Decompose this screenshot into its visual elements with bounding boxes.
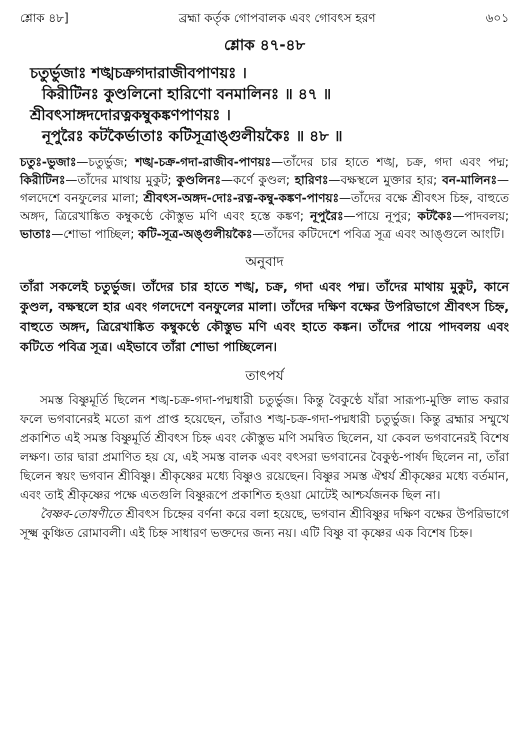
purport-title: তাৎপর্য — [245, 368, 284, 384]
purport-paragraph: সমস্ত বিষ্ণুমূর্তি ছিলেন শঙ্খ-চক্র-গদা-পদ্মধারী চতুর্ভুজ। কিন্তু বৈকুণ্ঠে যাঁরা সারূপ্য-মুক্তি লাভ করার ফলে ভগবানেরই মতো রূপ প্রাপ্ত হয়েছেন, তাঁরাও শঙ্খ-চক্র-গদা-পদ্মধারী চতুর্ভুজ। কিন্তু ব্রহ্মার সম্মুখে প্রকাশিত এই সমস্ত বিষ্ণুমূর্তি শ্রীবৎস চিহ্ন এবং কৌস্তুভ মণি সমন্বিত ছিলেন, যা কেবল ভগবানেরই বিশেষ লক্ষণ। তার দ্বারা প্রমাণিত হয় যে, এই সমস্ত বালক এবং বৎসরা ভগবানের বৈকুণ্ঠ-পার্ষদ ছিলেন না, তাঁরা ছিলেন স্বয়ং ভগবান শ্রীবিষ্ণু। শ্রীকৃষ্ণের মধ্যে বিষ্ণুও রয়েছেন। বিষ্ণুর সমস্ত ঐশ্বর্য শ্রীকৃষ্ণের মধ্যে বর্তমান, এবং তাই শ্রীকৃষ্ণের পক্ষে এতগুলি বিষ্ণুরূপে প্রকাশিত হওয়া মোটেই আশ্চর্যজনক ছিল না। — [20, 393, 509, 502]
purport-body — [20, 391, 509, 543]
synonym-term: কুণ্ডলিনঃ — [176, 173, 221, 187]
synonym-meaning: —তাঁদের বক্ষে শ্রীবৎস চিহ্ন, বাহুতে অঙ্গদ, ত্রিরেখাঙ্কিত কম্বুকণ্ঠে কৌস্তুভ মণি এবং হস্তে কঙ্কণ; — [20, 191, 509, 223]
translation-title: অনুবাদ — [245, 254, 284, 270]
synonym-meaning: —গলদেশে বনফুলের মালা; — [20, 173, 509, 205]
synonym-term: ভাতাঃ — [20, 227, 52, 241]
page-number: ৬০১ — [485, 11, 509, 25]
synonym-meaning: —শোভা পাচ্ছিল; — [51, 227, 135, 241]
purport-paragraph — [20, 505, 509, 543]
synonym-term: কিরীটিনঃ — [20, 173, 66, 187]
word-synonyms — [20, 153, 509, 243]
synonym-meaning: —তাঁদের চার হাতে শঙ্খ, চক্র, গদা এবং পদ্ম; — [271, 155, 509, 169]
synonym-meaning: —পাদবলয়; — [452, 209, 509, 223]
synonym-meaning: —পায়ে নূপুর; — [343, 209, 412, 223]
running-header — [20, 10, 509, 30]
synonym-term: শঙ্খ-চক্র-গদা-রাজীব-পাণয়ঃ — [135, 155, 272, 169]
synonym-meaning: —তাঁদের কটিদেশে পবিত্র সূত্র এবং আঙ্গুলে আংটি। — [252, 227, 505, 241]
verse-line: নূপুরৈঃ কটকৈর্ভাতাঃ কটিসূত্রাঙ্গুলীয়কৈঃ ॥ ৪৮ ॥ — [42, 127, 343, 145]
synonym-term: কটি-সূত্র-অঙ্গুলীয়কৈঃ — [138, 227, 253, 241]
synonym-meaning: —চতুর্ভুজ; — [76, 155, 128, 169]
verse-line: শ্রীবৎসাঙ্গদদোরত্নকম্বুকঙ্কণপাণয়ঃ । — [30, 106, 231, 124]
synonym-term: বন-মালিনঃ — [442, 173, 497, 187]
synonym-term: চতুঃ-ভুজাঃ — [20, 155, 77, 169]
synonym-term: কটকৈঃ — [417, 209, 453, 223]
header-chapter-title: ব্রহ্মা কর্তৃক গোপবালক এবং গোবৎস হরণ — [178, 11, 376, 25]
verse-line: চতুর্ভুজাঃ শঙ্খচক্রগদারাজীবপাণয়ঃ । — [30, 64, 247, 82]
header-verse-ref: শ্লোক ৪৮] — [20, 11, 69, 25]
verse-heading: শ্লোক ৪৭-৪৮ — [223, 36, 306, 54]
purport-paragraph-text: শ্রীবৎস চিহ্নের বর্ণনা করে বলা হয়েছে, ভগবান শ্রীবিষ্ণুর দক্ষিণ বক্ষের উপরিভাগে সূক্ষ্ম কুঞ্চিত রোমাবলী। এই চিহ্ন সাধারণ ভক্তদের জন্য নয়। এটি বিষ্ণু বা কৃষ্ণের এক বিশেষ চিহ্ন। — [20, 507, 509, 540]
book-title-reference: বৈষ্ণব-তোষণীতে — [40, 507, 122, 521]
synonym-term: নূপুরৈঃ — [310, 209, 344, 223]
verse-line: কিরীটিনঃ কুণ্ডলিনো হারিণো বনমালিনঃ ॥ ৪৭ ॥ — [42, 85, 332, 103]
synonym-meaning: —তাঁদের মাথায় মুকুট; — [65, 173, 172, 187]
synonym-term: হারিণঃ — [294, 173, 329, 187]
synonym-meaning: —কর্ণে কুণ্ডল; — [221, 173, 290, 187]
verse-text — [30, 63, 509, 147]
translation-text: তাঁরা সকলেই চতুর্ভুজ। তাঁদের চার হাতে শঙ্খ, চক্র, গদা এবং পদ্ম। তাঁদের মাথায় মুকুট, কানে কুণ্ডল, বক্ষস্থলে হার এবং গলদেশে বনফুলের মালা। তাঁদের দক্ষিণ বক্ষের উপরিভাগে শ্রীবৎস চিহ্ন, বাহুতে অঙ্গদ, ত্রিরেখাঙ্কিত কম্বুকণ্ঠে কৌস্তুভ মণি এবং হাতে কঙ্কন। তাঁদের পায়ে পাদবলয় এবং কটিতে পবিত্র সূত্র। এইভাবে তাঁরা শোভা পাচ্ছিলেন। — [20, 279, 509, 354]
synonym-meaning: —বক্ষস্থলে মুক্তার হার; — [328, 173, 438, 187]
synonym-term: শ্রীবৎস-অঙ্গদ-দোঃ-রত্ন-কম্বু-কঙ্কণ-পাণয়ঃ — [143, 191, 339, 205]
